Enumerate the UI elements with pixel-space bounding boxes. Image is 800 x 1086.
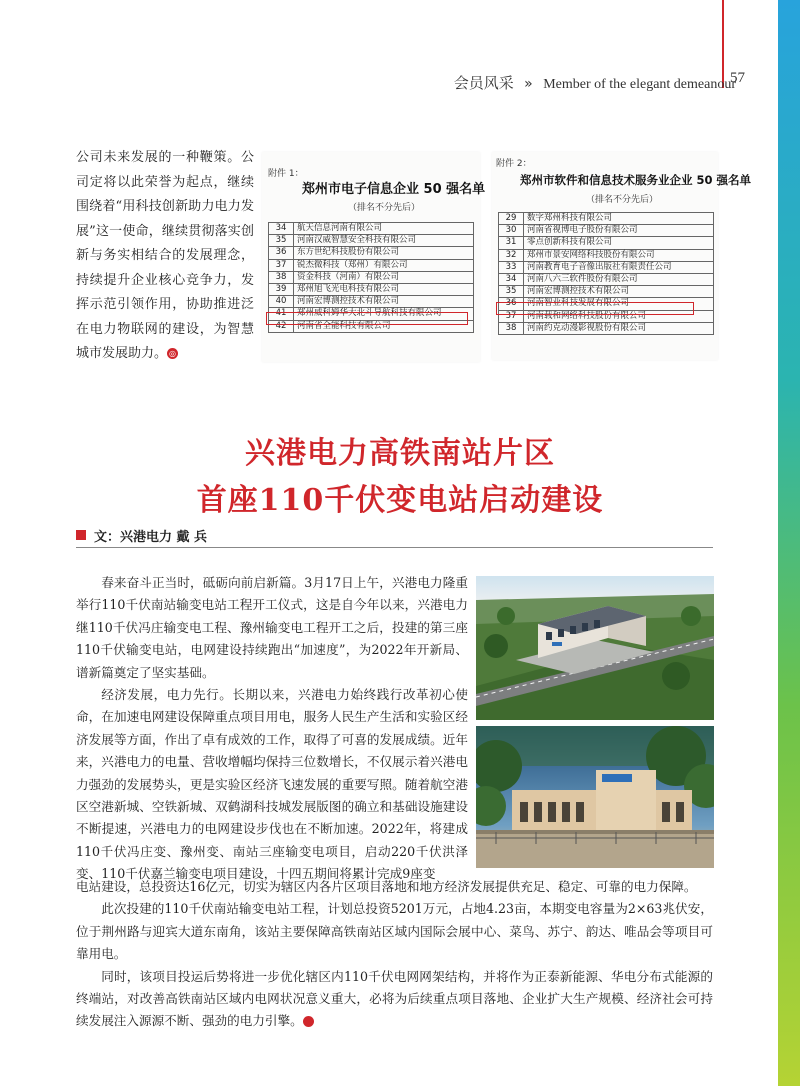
- company-cell: 河南省全能科技有限公司: [294, 320, 474, 332]
- rank-cell: 38: [499, 322, 524, 334]
- rank-cell: 34: [499, 273, 524, 285]
- annex-2-label: 附件 2：: [496, 159, 532, 169]
- rank-cell: 36: [269, 247, 294, 259]
- rank-cell: 34: [269, 223, 294, 235]
- annex-1-scan: [262, 152, 486, 362]
- table-row: [269, 283, 474, 295]
- rank-cell: 33: [499, 261, 524, 273]
- page-number: 57: [730, 70, 745, 86]
- article-body-column: [76, 572, 468, 886]
- end-mark-icon-2: ◎: [303, 1016, 314, 1027]
- article-body-full: [76, 876, 713, 1033]
- company-cell: 郑州威科姆华大北斗导航科技有限公司: [294, 308, 474, 320]
- company-cell: 河南宏博测控技术有限公司: [294, 296, 474, 308]
- table-row: [269, 259, 474, 271]
- intro-text: 公司未来发展的一种鞭策。公司定将以此荣誉为起点，继续围绕着“用科技创新助力电力发展”这一使命，继续贯彻落实创新与务实相结合的发展理念，持续提升企业核心竞争力，发挥示范引领作用，协助推进泛在电力物联网的建设，为智慧城市发展助力。: [76, 150, 254, 361]
- company-cell: 河南智业科技发展有限公司: [524, 298, 714, 310]
- paragraph-4-text: 同时，该项目投运后势将进一步优化辖区内110千伏电网网架结构，并将作为正泰新能源、华电分布式能源的终端站，对改善高铁南站区域内电网状况意义重大，必将为后续重点项目落地、企业扩大生产规模、经济社会可持续发展注入源源不断、强劲的电力引擎。: [76, 968, 713, 1029]
- company-cell: 资金科技（河南）有限公司: [294, 271, 474, 283]
- intro-paragraph: [76, 146, 254, 367]
- byline: 文：兴港电力 戴 兵: [94, 530, 208, 545]
- annex-1-label: 附件 1：: [268, 169, 304, 179]
- table-row: [499, 273, 714, 285]
- rank-cell: 35: [499, 286, 524, 298]
- table-row: [499, 322, 714, 334]
- rank-cell: 32: [499, 249, 524, 261]
- section-title-en: Member of the elegant demeanour: [543, 77, 736, 92]
- table-row: [499, 237, 714, 249]
- rank-cell: 29: [499, 213, 524, 225]
- table-row: [499, 225, 714, 237]
- company-cell: 河南八六三软件股份有限公司: [524, 273, 714, 285]
- annex-1-title: 郑州市电子信息企业 50 强名单: [302, 182, 486, 197]
- rank-cell: 42: [269, 320, 294, 332]
- annex-2-title: 郑州市软件和信息技术服务业企业 50 强名单: [520, 173, 752, 187]
- section-title-zh: 会员风采: [453, 74, 514, 92]
- table-row: [499, 213, 714, 225]
- table-row: [269, 235, 474, 247]
- rank-cell: 31: [499, 237, 524, 249]
- company-cell: 河南省视博电子股份有限公司: [524, 225, 714, 237]
- substation-aerial-photo: [476, 576, 714, 720]
- company-cell: 河南教育电子音像出版社有限责任公司: [524, 261, 714, 273]
- rank-cell: 40: [269, 296, 294, 308]
- rank-cell: 38: [269, 271, 294, 283]
- company-cell: 数字郑州科技有限公司: [524, 213, 714, 225]
- table-row: [269, 247, 474, 259]
- table-row: [269, 223, 474, 235]
- table-row: [499, 261, 714, 273]
- rank-cell: 37: [269, 259, 294, 271]
- paragraph-3: 此次投建的110千伏南站输变电站工程，计划总投资5201万元，占地4.23亩，本期变电容量为2×63兆伏安，位于荆州路与迎宾大道东南角，该站主要保障高铁南站区域内国际会展中心、菜鸟、苏宁、韵达、唯品会等项目可靠用电。: [76, 901, 713, 962]
- annex-2-subtitle: （排名不分先后）: [586, 195, 659, 205]
- rank-cell: 37: [499, 310, 524, 322]
- substation-aerial-illustration: [476, 576, 714, 720]
- byline-divider: [76, 547, 713, 548]
- annex-2-highlight-box: [496, 302, 694, 315]
- annex-1-subtitle: （排名不分先后）: [348, 203, 421, 213]
- table-row: [499, 249, 714, 261]
- article-title-line-2: 首座110千伏变电站启动建设: [196, 483, 604, 518]
- table-row: [269, 296, 474, 308]
- company-cell: 郑州市景安网络科技股份有限公司: [524, 249, 714, 261]
- paragraph-2-tail: 电站建设，总投资达16亿元，切实为辖区内各片区项目落地和地方经济发展提供充足、稳定、可靠的电力保障。: [76, 879, 697, 894]
- table-row: [269, 271, 474, 283]
- paragraph-1: 春来奋斗正当时，砥砺向前启新篇。3月17日上午，兴港电力隆重举行110千伏南站输变电站工程开工仪式，这是自今年以来，兴港电力继110千伏冯庄输变电工程、豫州输变电工程开工之后，投建的第三座110千伏输变电站，电网建设持续跑出“加速度”，为2022年开新局、谱新篇奠定了坚实基础。: [76, 575, 468, 680]
- company-cell: 河南载和网络科技股份有限公司: [524, 310, 714, 322]
- company-cell: 河南宏博测控技术有限公司: [524, 286, 714, 298]
- double-chevron-icon: »: [524, 76, 533, 92]
- paragraph-4: [76, 966, 713, 1033]
- rank-cell: 41: [269, 308, 294, 320]
- company-cell: 零点创新科技有限公司: [524, 237, 714, 249]
- side-color-bar: [778, 0, 800, 1086]
- annex-2-table: [498, 212, 714, 335]
- article-title-line-1: 兴港电力高铁南站片区: [245, 436, 555, 471]
- rank-cell: 30: [499, 225, 524, 237]
- paragraph-2: 经济发展，电力先行。长期以来，兴港电力始终践行改革初心使命，在加速电网建设保障重点项目用电，服务人民生产生活和实验区经济发展等方面，作出了卓有成效的工作，取得了可喜的发展成绩。近年来，兴港电力的电量、营收增幅均保持三位数增长，不仅展示着兴港电力强劲的发展势头，更是实验区经济飞速发展的重要写照。随着航空港区空港新城、空铁新城、双鹤湖科技城发展版图的确立和基础设施建设不断提速，兴港电力的电网建设步伐也在不断加速。2022年，将建成110千伏冯庄变、豫州变、南站三座输变电项目，启动220千伏洪泽变、110千伏嘉兰输变电项目建设，十四五期间将累计完成9座变: [76, 687, 468, 882]
- company-cell: 河南约克动漫影视股份有限公司: [524, 322, 714, 334]
- byline-marker: [76, 530, 86, 540]
- company-cell: 锐杰微科技（郑州）有限公司: [294, 259, 474, 271]
- substation-ground-illustration: [476, 726, 714, 868]
- annex-1-highlight-box: [266, 312, 468, 325]
- table-row: [499, 286, 714, 298]
- page-header: [454, 72, 736, 93]
- end-mark-icon: ◎: [167, 348, 178, 359]
- annex-2-scan: [492, 152, 752, 360]
- rank-cell: 36: [499, 298, 524, 310]
- rank-cell: 39: [269, 283, 294, 295]
- company-cell: 河南汉威智慧安全科技有限公司: [294, 235, 474, 247]
- substation-ground-photo: [476, 726, 714, 868]
- company-cell: 郑州旭飞光电科技有限公司: [294, 283, 474, 295]
- company-cell: 航天信息河南有限公司: [294, 223, 474, 235]
- rank-cell: 35: [269, 235, 294, 247]
- company-cell: 东方世纪科技股份有限公司: [294, 247, 474, 259]
